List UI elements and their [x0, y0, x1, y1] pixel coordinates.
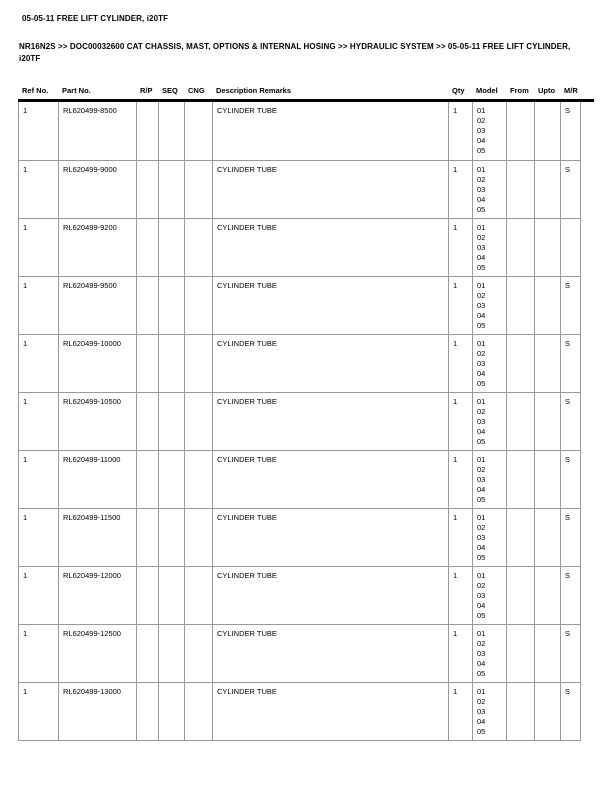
column-header-seq: SEQ: [162, 86, 178, 95]
description-cell: CYLINDER TUBE: [213, 334, 449, 392]
column-header-cng: CNG: [188, 86, 205, 95]
table-row: [19, 276, 581, 334]
cng-cell: [185, 160, 213, 218]
model-code: 02: [477, 290, 486, 300]
from-cell: [507, 508, 535, 566]
model-cell: [473, 160, 507, 218]
description-cell: CYLINDER TUBE: [213, 508, 449, 566]
column-header-ref-no: Ref No.: [22, 86, 49, 95]
upto-cell: [535, 160, 561, 218]
description-cell: CYLINDER TUBE: [213, 276, 449, 334]
seq-cell: [159, 566, 185, 624]
model-code: 05: [477, 552, 486, 562]
model-code: 02: [477, 174, 486, 184]
table-row: [19, 450, 581, 508]
column-header-description: Description Remarks: [216, 86, 292, 95]
column-header-rp: R/P: [140, 86, 153, 95]
rp-cell: [137, 566, 159, 624]
upto-cell: [535, 392, 561, 450]
model-code: 03: [477, 242, 486, 252]
rp-cell: [137, 276, 159, 334]
mr-cell: S: [561, 102, 581, 160]
table-row: [19, 566, 581, 624]
model-code: 04: [477, 136, 486, 145]
model-code: 01: [477, 628, 486, 638]
mr-cell: S: [561, 566, 581, 624]
mr-cell: S: [561, 276, 581, 334]
upto-cell: [535, 276, 561, 334]
parts-table-body: [19, 102, 581, 740]
table-row: [19, 218, 581, 276]
qty-cell: 1: [449, 218, 473, 276]
ref-no-cell: 1: [19, 160, 59, 218]
rp-cell: [137, 508, 159, 566]
ref-no-cell: 1: [19, 566, 59, 624]
mr-cell: S: [561, 160, 581, 218]
part-no-cell: RL620499-11500: [59, 508, 137, 566]
model-code: 03: [477, 416, 486, 426]
cng-cell: [185, 276, 213, 334]
description-cell: CYLINDER TUBE: [213, 450, 449, 508]
part-no-cell: RL620499-10000: [59, 334, 137, 392]
model-cell: [473, 334, 507, 392]
seq-cell: [159, 218, 185, 276]
model-code: 03: [477, 126, 486, 135]
ref-no-cell: 1: [19, 276, 59, 334]
part-no-cell: RL620499-11000: [59, 450, 137, 508]
model-code: 04: [477, 542, 486, 552]
from-cell: [507, 566, 535, 624]
part-no-cell: RL620499-9000: [59, 160, 137, 218]
model-code: 02: [477, 406, 486, 416]
column-header-from: From: [510, 86, 529, 95]
model-code: 05: [477, 668, 486, 678]
model-code: 02: [477, 696, 486, 706]
model-code: 03: [477, 300, 486, 310]
model-code: 03: [477, 590, 486, 600]
model-code: 05: [477, 262, 486, 272]
column-header-mr: M/R: [564, 86, 578, 95]
model-code: 02: [477, 232, 486, 242]
part-no-cell: RL620499-9200: [59, 218, 137, 276]
breadcrumb: NR16N2S >> DOC00032600 CAT CHASSIS, MAST, OPTIONS & INTERNAL HOSING >> HYDRAULIC SYSTEM >> 05-05-11 FREE LIFT CYLINDER, i20TF: [19, 42, 571, 63]
model-code: 04: [477, 600, 486, 610]
table-column-headers: [18, 86, 580, 95]
table-row: [19, 392, 581, 450]
model-code: 01: [477, 222, 486, 232]
model-code: 05: [477, 378, 486, 388]
upto-cell: [535, 682, 561, 740]
model-cell: [473, 102, 507, 160]
rp-cell: [137, 682, 159, 740]
from-cell: [507, 160, 535, 218]
part-no-cell: RL620499-10500: [59, 392, 137, 450]
cng-cell: [185, 102, 213, 160]
seq-cell: [159, 450, 185, 508]
rp-cell: [137, 624, 159, 682]
model-cell: [473, 624, 507, 682]
part-no-cell: RL620499-12000: [59, 566, 137, 624]
mr-cell: S: [561, 392, 581, 450]
model-cell: [473, 392, 507, 450]
part-no-cell: RL620499-8500: [59, 102, 137, 160]
model-code: 04: [477, 368, 486, 378]
from-cell: [507, 450, 535, 508]
model-code: 02: [477, 116, 486, 125]
ref-no-cell: 1: [19, 102, 59, 160]
rp-cell: [137, 334, 159, 392]
model-code: 01: [477, 570, 486, 580]
rp-cell: [137, 450, 159, 508]
cng-cell: [185, 566, 213, 624]
model-code: 03: [477, 474, 486, 484]
description-cell: CYLINDER TUBE: [213, 102, 449, 160]
seq-cell: [159, 624, 185, 682]
rp-cell: [137, 392, 159, 450]
from-cell: [507, 276, 535, 334]
model-code: 05: [477, 436, 486, 446]
cng-cell: [185, 392, 213, 450]
cng-cell: [185, 508, 213, 566]
qty-cell: 1: [449, 508, 473, 566]
from-cell: [507, 102, 535, 160]
model-code: 01: [477, 686, 486, 696]
model-code: 03: [477, 532, 486, 542]
upto-cell: [535, 218, 561, 276]
seq-cell: [159, 508, 185, 566]
model-code: 04: [477, 194, 486, 204]
model-code: 01: [477, 338, 486, 348]
model-code: 02: [477, 580, 486, 590]
model-cell: [473, 450, 507, 508]
cng-cell: [185, 218, 213, 276]
model-code: 01: [477, 164, 486, 174]
upto-cell: [535, 566, 561, 624]
rp-cell: [137, 160, 159, 218]
qty-cell: 1: [449, 334, 473, 392]
page-title: 05-05-11 FREE LIFT CYLINDER, i20TF: [22, 14, 169, 23]
ref-no-cell: 1: [19, 218, 59, 276]
model-code: 02: [477, 522, 486, 532]
from-cell: [507, 392, 535, 450]
from-cell: [507, 624, 535, 682]
table-row: [19, 102, 581, 160]
model-code: 04: [477, 716, 486, 726]
seq-cell: [159, 334, 185, 392]
mr-cell: [561, 218, 581, 276]
parts-table: [18, 102, 581, 741]
qty-cell: 1: [449, 276, 473, 334]
model-cell: [473, 218, 507, 276]
table-row: [19, 624, 581, 682]
upto-cell: [535, 508, 561, 566]
description-cell: CYLINDER TUBE: [213, 392, 449, 450]
seq-cell: [159, 392, 185, 450]
mr-cell: S: [561, 624, 581, 682]
description-cell: CYLINDER TUBE: [213, 624, 449, 682]
from-cell: [507, 334, 535, 392]
model-code: 02: [477, 638, 486, 648]
qty-cell: 1: [449, 160, 473, 218]
model-cell: [473, 508, 507, 566]
seq-cell: [159, 102, 185, 160]
upto-cell: [535, 334, 561, 392]
rp-cell: [137, 102, 159, 160]
model-code: 04: [477, 310, 486, 320]
model-code: 04: [477, 252, 486, 262]
model-code: 03: [477, 648, 486, 658]
cng-cell: [185, 682, 213, 740]
model-code: 05: [477, 204, 486, 214]
qty-cell: 1: [449, 624, 473, 682]
from-cell: [507, 218, 535, 276]
model-code: 01: [477, 396, 486, 406]
column-header-part-no: Part No.: [62, 86, 91, 95]
model-cell: [473, 682, 507, 740]
model-code: 01: [477, 106, 486, 115]
part-no-cell: RL620499-9500: [59, 276, 137, 334]
cng-cell: [185, 624, 213, 682]
model-code: 02: [477, 464, 486, 474]
model-code: 04: [477, 658, 486, 668]
description-cell: CYLINDER TUBE: [213, 218, 449, 276]
column-header-upto: Upto: [538, 86, 556, 95]
model-code: 01: [477, 454, 486, 464]
ref-no-cell: 1: [19, 392, 59, 450]
from-cell: [507, 682, 535, 740]
cng-cell: [185, 334, 213, 392]
upto-cell: [535, 624, 561, 682]
model-cell: [473, 276, 507, 334]
ref-no-cell: 1: [19, 450, 59, 508]
qty-cell: 1: [449, 450, 473, 508]
upto-cell: [535, 450, 561, 508]
ref-no-cell: 1: [19, 682, 59, 740]
part-no-cell: RL620499-12500: [59, 624, 137, 682]
description-cell: CYLINDER TUBE: [213, 160, 449, 218]
rp-cell: [137, 218, 159, 276]
column-header-qty: Qty: [452, 86, 465, 95]
mr-cell: S: [561, 334, 581, 392]
seq-cell: [159, 276, 185, 334]
qty-cell: 1: [449, 682, 473, 740]
table-row: [19, 508, 581, 566]
table-row: [19, 334, 581, 392]
ref-no-cell: 1: [19, 508, 59, 566]
qty-cell: 1: [449, 102, 473, 160]
seq-cell: [159, 682, 185, 740]
model-code: 01: [477, 512, 486, 522]
model-code: 05: [477, 320, 486, 330]
model-code: 04: [477, 426, 486, 436]
model-code: 05: [477, 146, 486, 155]
model-code: 05: [477, 610, 486, 620]
cng-cell: [185, 450, 213, 508]
table-row: [19, 160, 581, 218]
model-code: 03: [477, 358, 486, 368]
model-code: 01: [477, 280, 486, 290]
mr-cell: S: [561, 682, 581, 740]
part-no-cell: RL620499-13000: [59, 682, 137, 740]
ref-no-cell: 1: [19, 624, 59, 682]
qty-cell: 1: [449, 392, 473, 450]
table-row: [19, 682, 581, 740]
description-cell: CYLINDER TUBE: [213, 566, 449, 624]
model-code: 02: [477, 348, 486, 358]
upto-cell: [535, 102, 561, 160]
model-code: 05: [477, 726, 486, 736]
model-code: 04: [477, 484, 486, 494]
model-cell: [473, 566, 507, 624]
seq-cell: [159, 160, 185, 218]
mr-cell: S: [561, 508, 581, 566]
column-header-model: Model: [476, 86, 498, 95]
qty-cell: 1: [449, 566, 473, 624]
description-cell: CYLINDER TUBE: [213, 682, 449, 740]
model-code: 03: [477, 706, 486, 716]
model-code: 05: [477, 494, 486, 504]
model-code: 03: [477, 184, 486, 194]
mr-cell: S: [561, 450, 581, 508]
ref-no-cell: 1: [19, 334, 59, 392]
